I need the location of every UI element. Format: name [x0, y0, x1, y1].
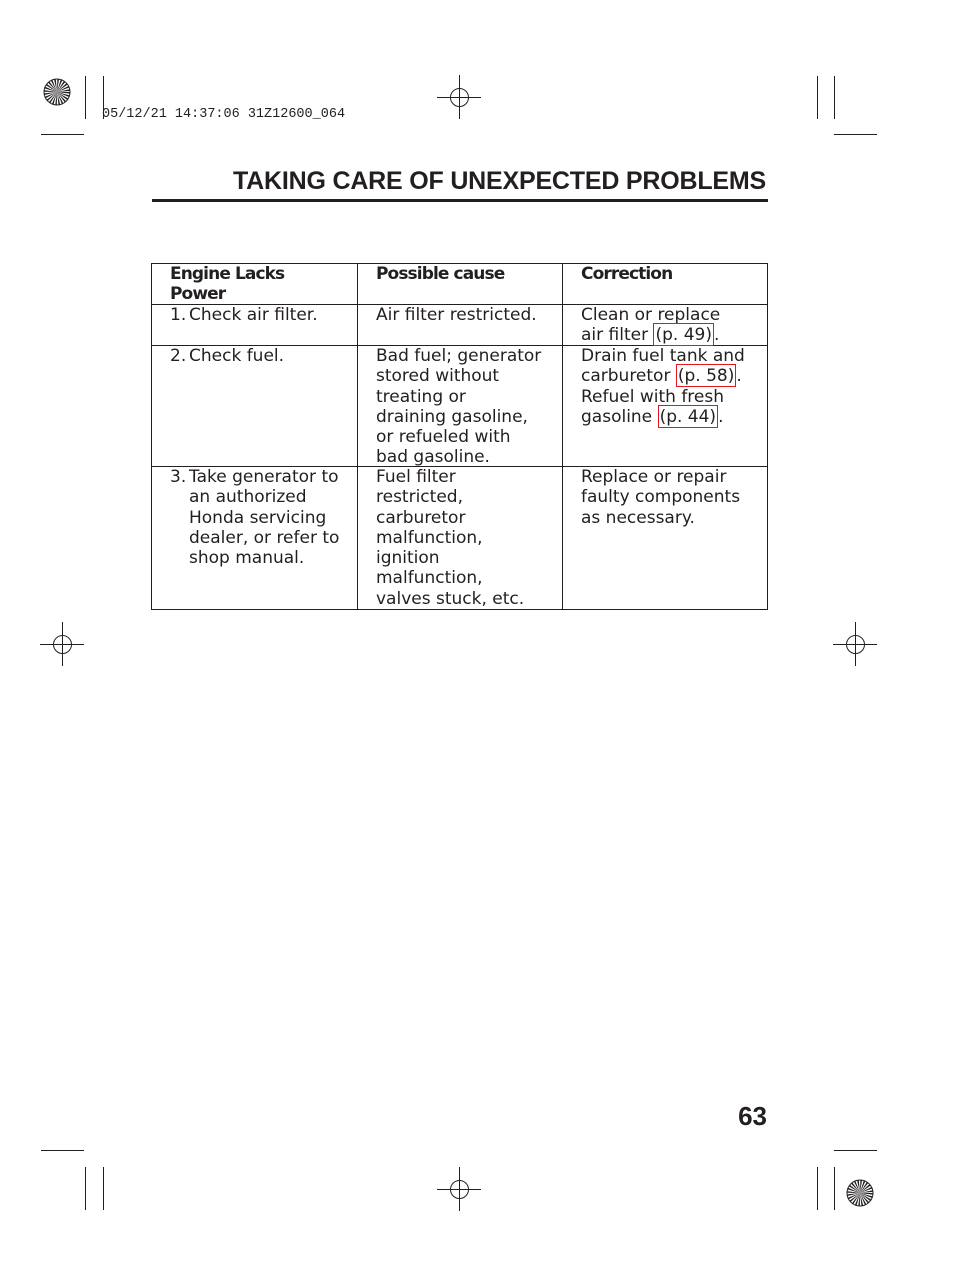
title-rule	[152, 199, 768, 202]
text-segment: Drain fuel tank and	[581, 346, 745, 366]
registration-crosshair-right	[833, 622, 877, 666]
text-line	[581, 305, 767, 325]
starburst-rays	[854, 1187, 867, 1200]
page-reference-link[interactable]: (p. 44)	[659, 406, 717, 427]
text-segment: .	[736, 366, 742, 387]
page-reference-link[interactable]: (p. 49)	[655, 325, 712, 346]
print-slug: 05/12/21 14:37:06 31Z12600_064	[102, 107, 346, 122]
text-segment: Refuel with fresh	[581, 386, 725, 407]
step-number: 1.	[170, 305, 187, 325]
header-line: Power	[170, 284, 226, 305]
text-line: faulty components	[581, 487, 741, 508]
header-line: Possible cause	[376, 264, 505, 284]
check-cell	[152, 305, 358, 346]
crop-mark-top-right	[818, 76, 878, 135]
text-line: Take generator to	[189, 467, 339, 487]
text-line	[581, 366, 767, 386]
step-text	[189, 305, 318, 325]
registration-starburst	[847, 1180, 873, 1206]
text-line: dealer, or refer to	[189, 527, 340, 548]
text-line: Bad fuel; generator	[376, 346, 542, 366]
page-reference-link[interactable]: (p. 58)	[677, 366, 735, 387]
cause-cell	[358, 467, 563, 609]
text-segment: .	[713, 325, 720, 346]
page-title: TAKING CARE OF UNEXPECTED PROBLEMS	[232, 167, 766, 195]
text-line: Honda servicing	[189, 507, 327, 528]
text-line: Replace or repair	[581, 467, 727, 487]
table-header-cause	[358, 264, 563, 305]
text-line	[581, 325, 767, 345]
check-cell	[152, 467, 358, 609]
registration-starburst	[44, 79, 70, 105]
text-line: draining gasoline,	[376, 406, 528, 427]
text-segment: air filter	[581, 325, 654, 346]
table-header-correction	[563, 264, 767, 305]
page-number: 63	[738, 1101, 767, 1131]
text-segment: .	[718, 406, 724, 427]
starburst-rays	[51, 86, 64, 99]
correction-cell	[563, 305, 767, 346]
crop-mark-bottom-right	[818, 1151, 878, 1211]
text-line: ignition	[376, 548, 440, 569]
cause-cell	[358, 346, 563, 467]
crop-mark-top-left	[41, 76, 104, 135]
text-line: shop manual.	[189, 548, 305, 569]
registration-crosshair-bottom	[437, 1167, 481, 1211]
text-segment: Clean or replace	[581, 305, 721, 325]
text-line: Fuel filter	[376, 467, 456, 487]
text-line	[581, 407, 767, 427]
text-line: as necessary.	[581, 507, 695, 528]
registration-crosshair-left	[40, 622, 84, 666]
text-line: carburetor	[376, 507, 466, 528]
step-item	[170, 346, 357, 366]
correction-cell	[563, 467, 767, 609]
step-text	[189, 346, 284, 366]
text-line: or refueled with	[376, 427, 511, 448]
step-text	[189, 467, 339, 568]
text-line: stored without	[376, 366, 500, 387]
header-line: Engine Lacks	[170, 264, 285, 284]
text-segment: carburetor	[581, 366, 676, 387]
text-line	[581, 387, 767, 407]
registration-crosshair-top	[437, 75, 481, 119]
header-line: Correction	[581, 264, 673, 284]
text-line: Air filter restricted.	[376, 305, 537, 325]
step-number: 3.	[170, 467, 187, 487]
step-item	[170, 305, 357, 325]
text-line: treating or	[376, 386, 466, 407]
text-line	[581, 346, 767, 366]
step-item	[170, 467, 357, 568]
troubleshooting-table	[151, 263, 768, 610]
correction-cell	[563, 346, 767, 467]
text-line: malfunction,	[376, 568, 483, 589]
table-header-symptom	[152, 264, 358, 305]
text-line: valves stuck, etc.	[376, 588, 525, 609]
text-line: Check air filter.	[189, 305, 318, 325]
text-line: malfunction,	[376, 527, 483, 548]
cause-cell	[358, 305, 563, 346]
step-number: 2.	[170, 346, 187, 366]
text-line: bad gasoline.	[376, 447, 490, 468]
check-cell	[152, 346, 358, 467]
text-segment: gasoline	[581, 406, 658, 427]
text-line: Check fuel.	[189, 346, 285, 366]
text-line: an authorized	[189, 487, 307, 508]
text-line: restricted,	[376, 487, 463, 508]
crop-mark-bottom-left	[41, 1151, 104, 1211]
